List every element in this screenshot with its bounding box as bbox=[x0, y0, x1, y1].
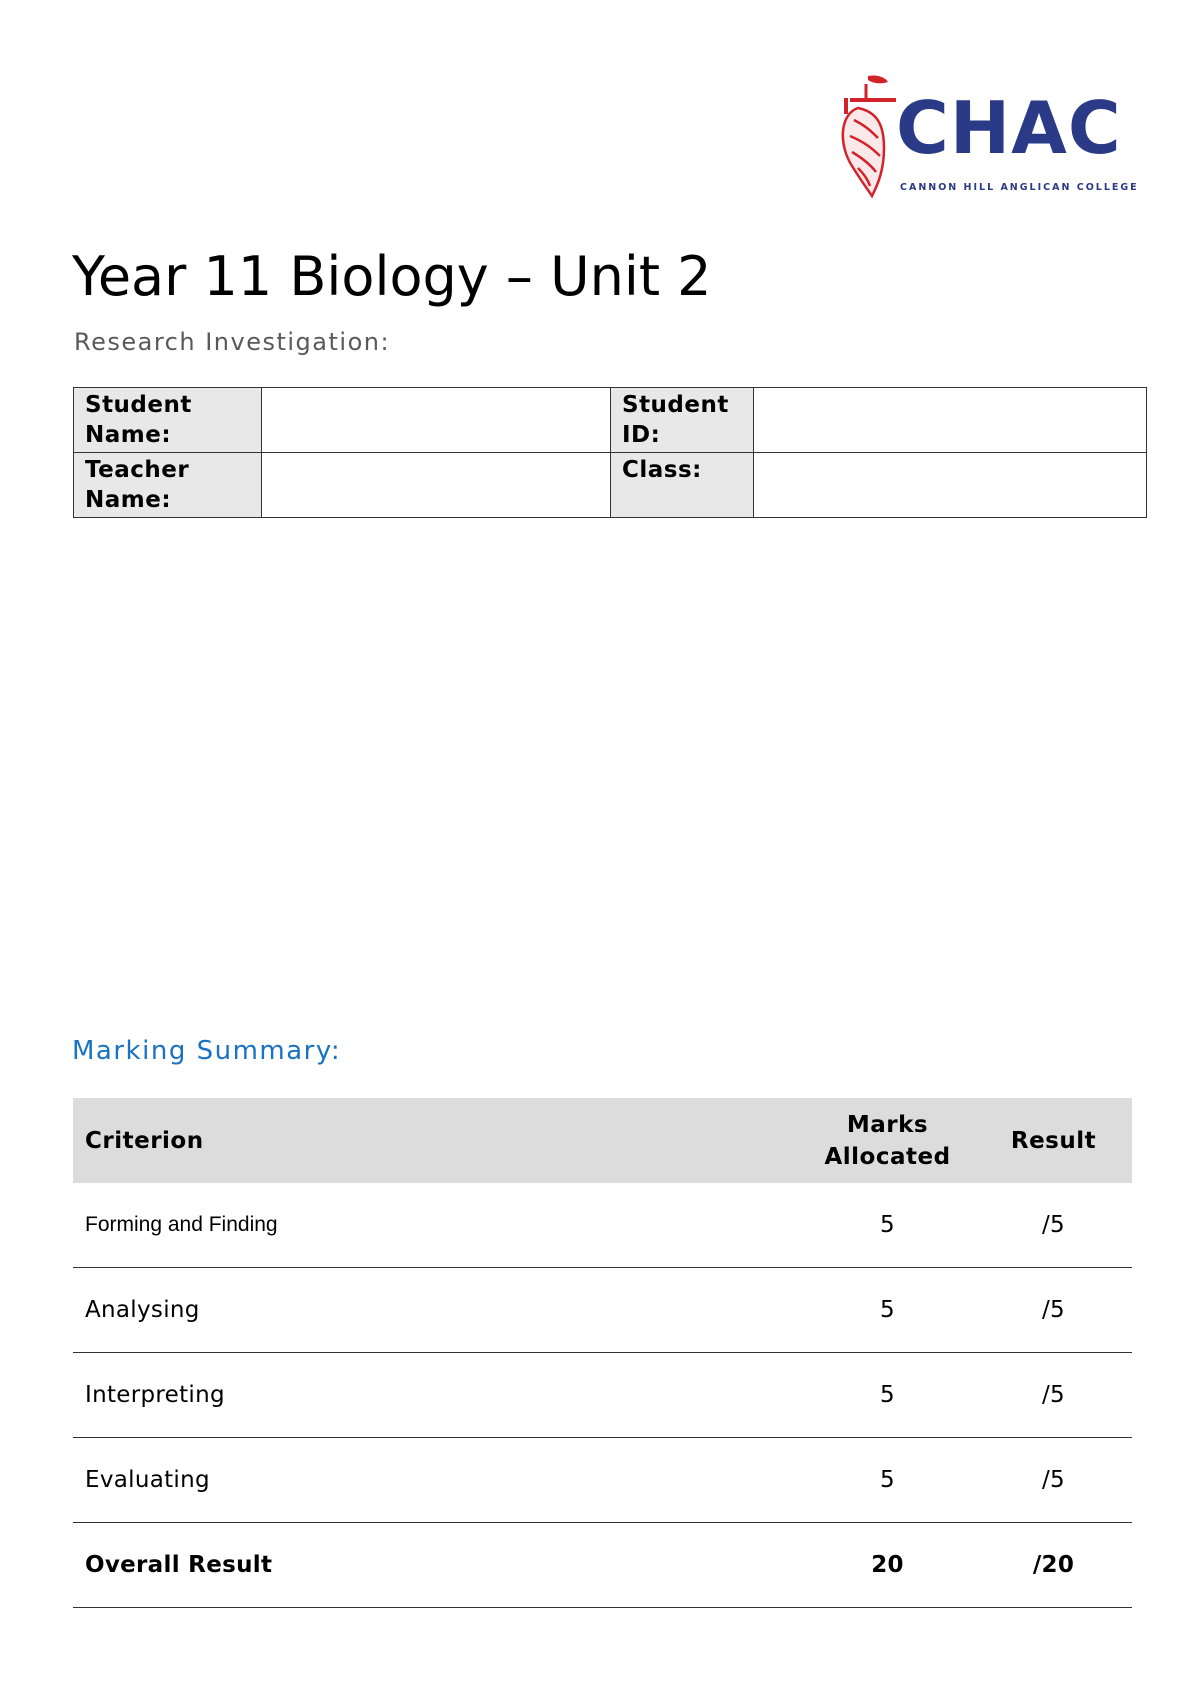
student-id-field[interactable] bbox=[754, 388, 1147, 453]
table-header-row bbox=[73, 1098, 1132, 1183]
table-row bbox=[73, 1438, 1132, 1523]
result-cell: /5 bbox=[975, 1268, 1132, 1353]
student-name-label: Student Name: bbox=[74, 388, 262, 453]
logo-subtitle: CANNON HILL ANGLICAN COLLEGE bbox=[900, 182, 1139, 193]
total-result: /20 bbox=[975, 1523, 1132, 1608]
table-row bbox=[73, 1183, 1132, 1268]
criterion-header: Criterion bbox=[73, 1098, 800, 1183]
marks-cell: 5 bbox=[800, 1438, 975, 1523]
result-cell: /5 bbox=[975, 1438, 1132, 1523]
criterion-cell: Forming and Finding bbox=[73, 1183, 800, 1268]
class-label: Class: bbox=[611, 453, 754, 518]
marks-cell: 5 bbox=[800, 1268, 975, 1353]
page-title: Year 11 Biology – Unit 2 bbox=[72, 245, 712, 308]
info-row bbox=[74, 388, 1147, 453]
total-marks: 20 bbox=[800, 1523, 975, 1608]
student-id-label: Student ID: bbox=[611, 388, 754, 453]
total-row bbox=[73, 1523, 1132, 1608]
marking-summary-heading: Marking Summary: bbox=[72, 1036, 342, 1066]
result-cell: /5 bbox=[975, 1183, 1132, 1268]
total-label: Overall Result bbox=[73, 1523, 800, 1608]
logo-wordmark: CHAC bbox=[896, 86, 1122, 170]
class-field[interactable] bbox=[754, 453, 1147, 518]
table-row bbox=[73, 1353, 1132, 1438]
chac-logo bbox=[838, 74, 1139, 200]
criterion-cell: Evaluating bbox=[73, 1438, 800, 1523]
marking-summary-table bbox=[73, 1098, 1132, 1608]
table-row bbox=[73, 1268, 1132, 1353]
info-row bbox=[74, 453, 1147, 518]
criterion-cell: Analysing bbox=[73, 1268, 800, 1353]
student-name-field[interactable] bbox=[262, 388, 611, 453]
marks-allocated-header: Marks Allocated bbox=[800, 1098, 975, 1183]
student-info-table bbox=[73, 387, 1147, 518]
result-cell: /5 bbox=[975, 1353, 1132, 1438]
page-subtitle: Research Investigation: bbox=[74, 328, 391, 356]
marks-cell: 5 bbox=[800, 1353, 975, 1438]
apple-emblem-icon bbox=[838, 74, 898, 200]
teacher-name-label: Teacher Name: bbox=[74, 453, 262, 518]
result-header: Result bbox=[975, 1098, 1132, 1183]
marks-cell: 5 bbox=[800, 1183, 975, 1268]
criterion-cell: Interpreting bbox=[73, 1353, 800, 1438]
teacher-name-field[interactable] bbox=[262, 453, 611, 518]
